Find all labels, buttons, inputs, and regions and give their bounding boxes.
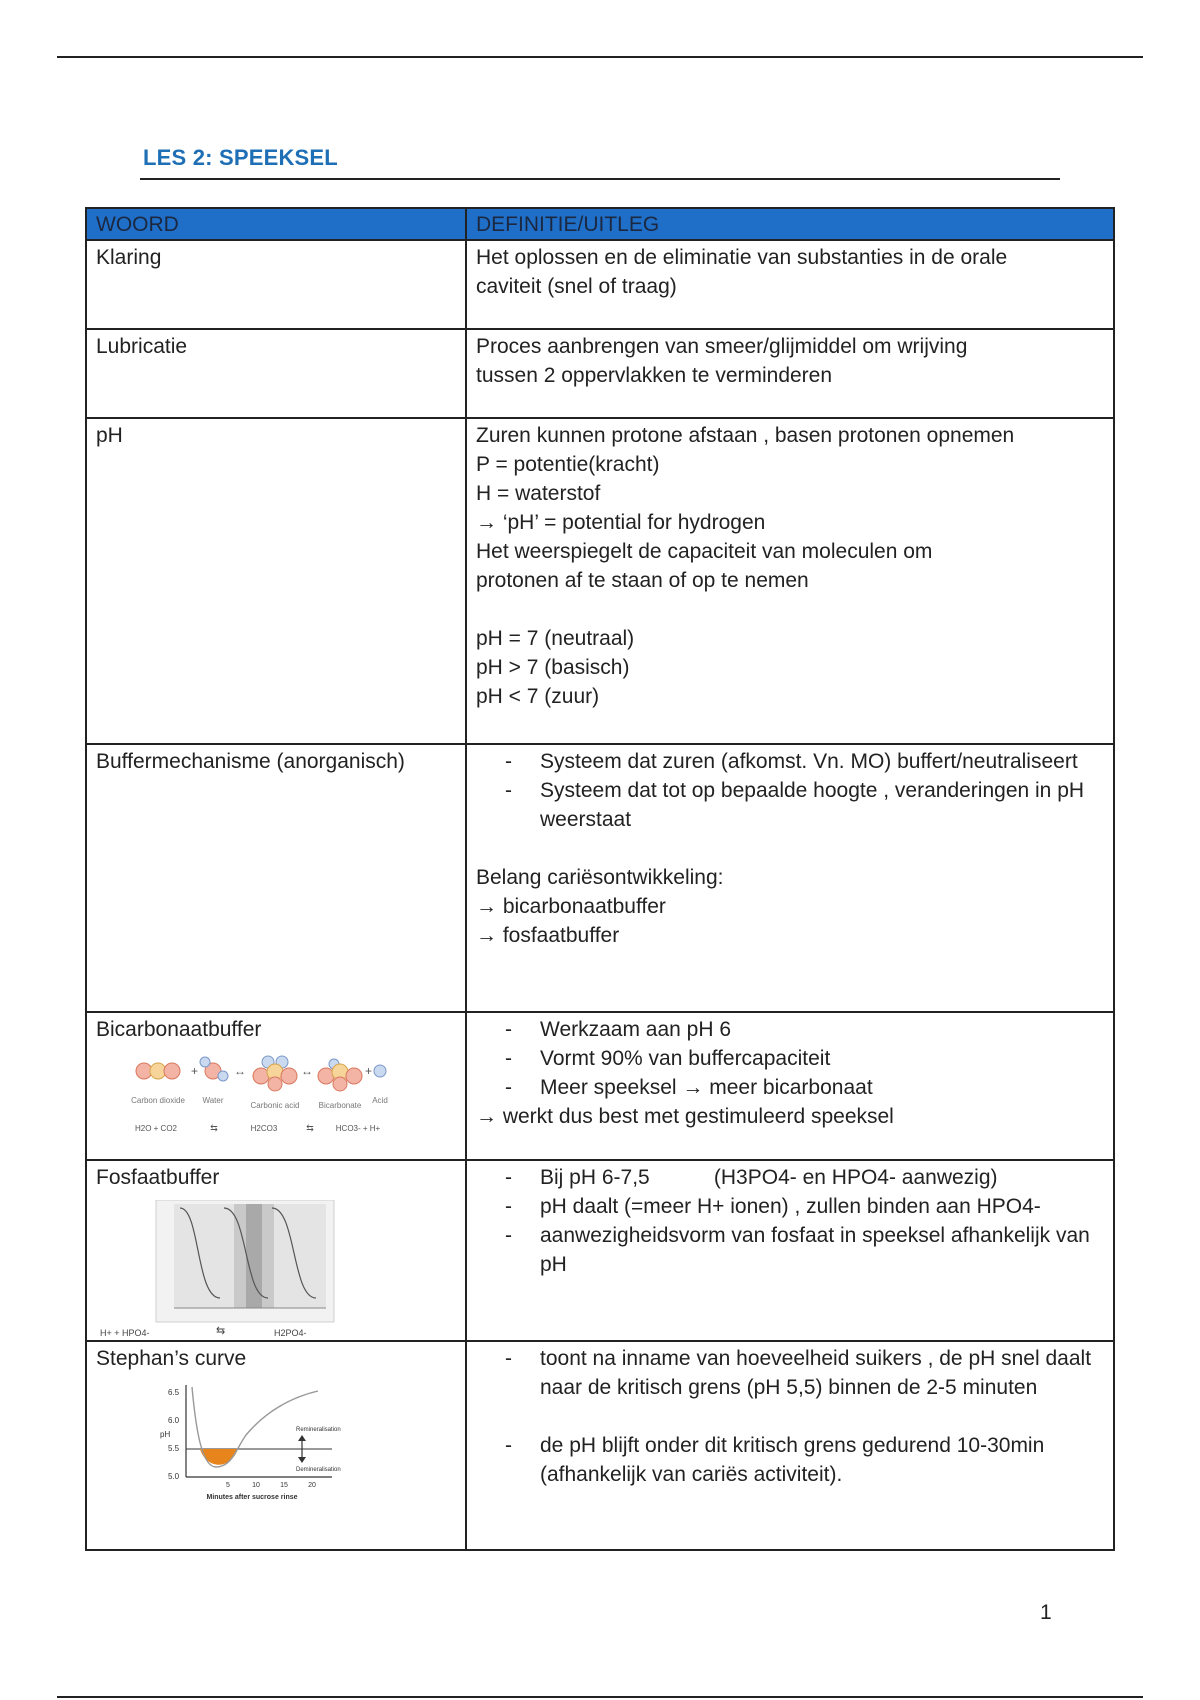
formula-reactants: H2O + CO2 xyxy=(134,1124,178,1133)
title-underline xyxy=(140,178,1060,180)
svg-text:+: + xyxy=(365,1064,373,1078)
phosphate-right-formula: H2PO4- xyxy=(274,1328,307,1338)
definition-cell xyxy=(466,1160,1114,1341)
term-cell: pH xyxy=(86,418,466,744)
list-item: - pH daalt (=meer H+ ionen) , zullen binden aan HPO4- xyxy=(540,1192,1104,1221)
header-definition: DEFINITIE/UITLEG xyxy=(466,208,1114,240)
xtick: 15 xyxy=(280,1482,288,1489)
page-title: LES 2: SPEEKSEL xyxy=(143,145,338,170)
list-item: - Systeem dat zuren (afkomst. Vn. MO) buffert/neutraliseert xyxy=(540,747,1104,776)
remineralisation-label: Remineralisation xyxy=(296,1427,341,1433)
term-cell: Lubricatie xyxy=(86,329,466,418)
svg-text:⇆: ⇆ xyxy=(306,1123,314,1133)
table-header-row xyxy=(86,208,1114,240)
ytick: 5.5 xyxy=(168,1444,180,1453)
formula-intermediate: H2CO3 xyxy=(250,1124,278,1133)
list-item: - Systeem dat tot op bepaalde hoogte , veranderingen in pH weerstaat xyxy=(540,776,1104,834)
demineralisation-label: Demineralisation xyxy=(296,1467,341,1473)
xtick: 20 xyxy=(308,1482,316,1489)
table-row xyxy=(86,744,1114,1012)
svg-text:⇆: ⇆ xyxy=(210,1123,218,1133)
page-bottom-rule xyxy=(57,1696,1143,1698)
table-row xyxy=(86,329,1114,418)
definition-cell xyxy=(466,1341,1114,1550)
list-item: - toont na inname van hoeveelheid suikers , de pH snel daalt naar de kritisch grens (pH 5,5) binnen de 2-5 minuten xyxy=(540,1344,1104,1402)
glossary-table xyxy=(85,207,1115,1551)
bullet-list xyxy=(476,1344,1104,1489)
phosphate-buffer-figure xyxy=(96,1200,336,1338)
list-item: - Bij pH 6-7,5 (H3PO4- en HPO4- aanwezig) xyxy=(540,1163,1104,1192)
table-row xyxy=(86,1012,1114,1160)
xtick: 10 xyxy=(252,1482,260,1489)
term-cell: Fosfaatbuffer H+ + HPO4- ⇆ H2PO4- xyxy=(86,1160,466,1341)
formula-products: HCO3- + H+ xyxy=(335,1124,381,1133)
definition-cell: - Werkzaam aan pH 6 - Vormt 90% van buffercapaciteit - Meer speeksel → meer bicarbonaat → werkt dus best met gestimuleerd speeksel xyxy=(466,1012,1114,1160)
definition-cell: Proces aanbrengen van smeer/glijmiddel om wrijving tussen 2 oppervlakken te verminderen xyxy=(466,329,1114,418)
label-water: Water xyxy=(202,1096,224,1105)
y-axis-label: pH xyxy=(160,1430,171,1439)
label-bicarbonate: Bicarbonate xyxy=(318,1101,362,1110)
svg-text:⇆: ⇆ xyxy=(216,1325,226,1337)
definition-cell: - Systeem dat zuren (afkomst. Vn. MO) buffert/neutraliseert - Systeem dat tot op bepaalde hoogte , veranderingen in pH weerstaat Belang cariësontwikkeling: → bicarbonaatbuffer → fosfaatbuffer xyxy=(466,744,1114,1012)
definition-cell: Zuren kunnen protone afstaan , basen protonen opnemen P = potentie(kracht) H = waterstof → ‘pH’ = potential for hydrogen Het weerspiegelt de capaciteit van moleculen om protonen af te staan of op te nemen pH = 7 (neutraal) pH > 7 (basisch) pH < 7 (zuur) xyxy=(466,418,1114,744)
label-acid: Acid xyxy=(372,1096,388,1105)
list-item: - aanwezigheidsvorm van fosfaat in speeksel afhankelijk van pH xyxy=(540,1221,1104,1279)
label-carbon-dioxide: Carbon dioxide xyxy=(131,1096,185,1105)
svg-text:+: + xyxy=(191,1064,199,1078)
list-item: - de pH blijft onder dit kritisch grens gedurend 10-30min (afhankelijk van cariës activiteit). xyxy=(540,1431,1104,1489)
table-row xyxy=(86,1341,1114,1550)
svg-text:↔: ↔ xyxy=(301,1064,313,1078)
xtick: 5 xyxy=(226,1482,230,1489)
list-item: - Werkzaam aan pH 6 xyxy=(540,1015,1104,1044)
page-number: 1 xyxy=(1040,1601,1052,1624)
stephan-curve-figure xyxy=(96,1381,356,1521)
ytick: 6.5 xyxy=(168,1388,180,1397)
table-row xyxy=(86,1160,1114,1341)
bullet-list xyxy=(476,1163,1104,1279)
term-cell: Stephan’s curve 6.5 6.0 5.5 5.0 pH Remineralisation Demineralisation 5 10 15 20 Minutes after sucrose rinse xyxy=(86,1341,466,1550)
term-cell: Buffermechanisme (anorganisch) xyxy=(86,744,466,1012)
ytick: 5.0 xyxy=(168,1472,180,1481)
definition-cell: Het oplossen en de eliminatie van substanties in de orale caviteit (snel of traag) xyxy=(466,240,1114,329)
bicarbonate-equilibrium-figure xyxy=(96,1052,396,1136)
phosphate-left-formula: H+ + HPO4- xyxy=(100,1328,150,1338)
term-cell: Klaring xyxy=(86,240,466,329)
header-word: WOORD xyxy=(86,208,466,240)
ytick: 6.0 xyxy=(168,1416,180,1425)
bullet-list xyxy=(476,1015,1104,1102)
x-axis-label: Minutes after sucrose rinse xyxy=(206,1494,298,1501)
bullet-list xyxy=(476,747,1104,834)
list-item: - Vormt 90% van buffercapaciteit xyxy=(540,1044,1104,1073)
list-item: - Meer speeksel → meer bicarbonaat xyxy=(540,1073,1104,1102)
table-row xyxy=(86,418,1114,744)
term-cell: Bicarbonaatbuffer + ↔ ↔ + Carbon dioxide Water Carbonic acid Bicarbonate Acid H2O + CO2 ⇆ H2CO3 ⇆ HCO3- + H+ xyxy=(86,1012,466,1160)
label-carbonic-acid: Carbonic acid xyxy=(250,1101,300,1110)
svg-text:↔: ↔ xyxy=(234,1064,246,1078)
table-row xyxy=(86,240,1114,329)
page-top-rule xyxy=(57,56,1143,58)
